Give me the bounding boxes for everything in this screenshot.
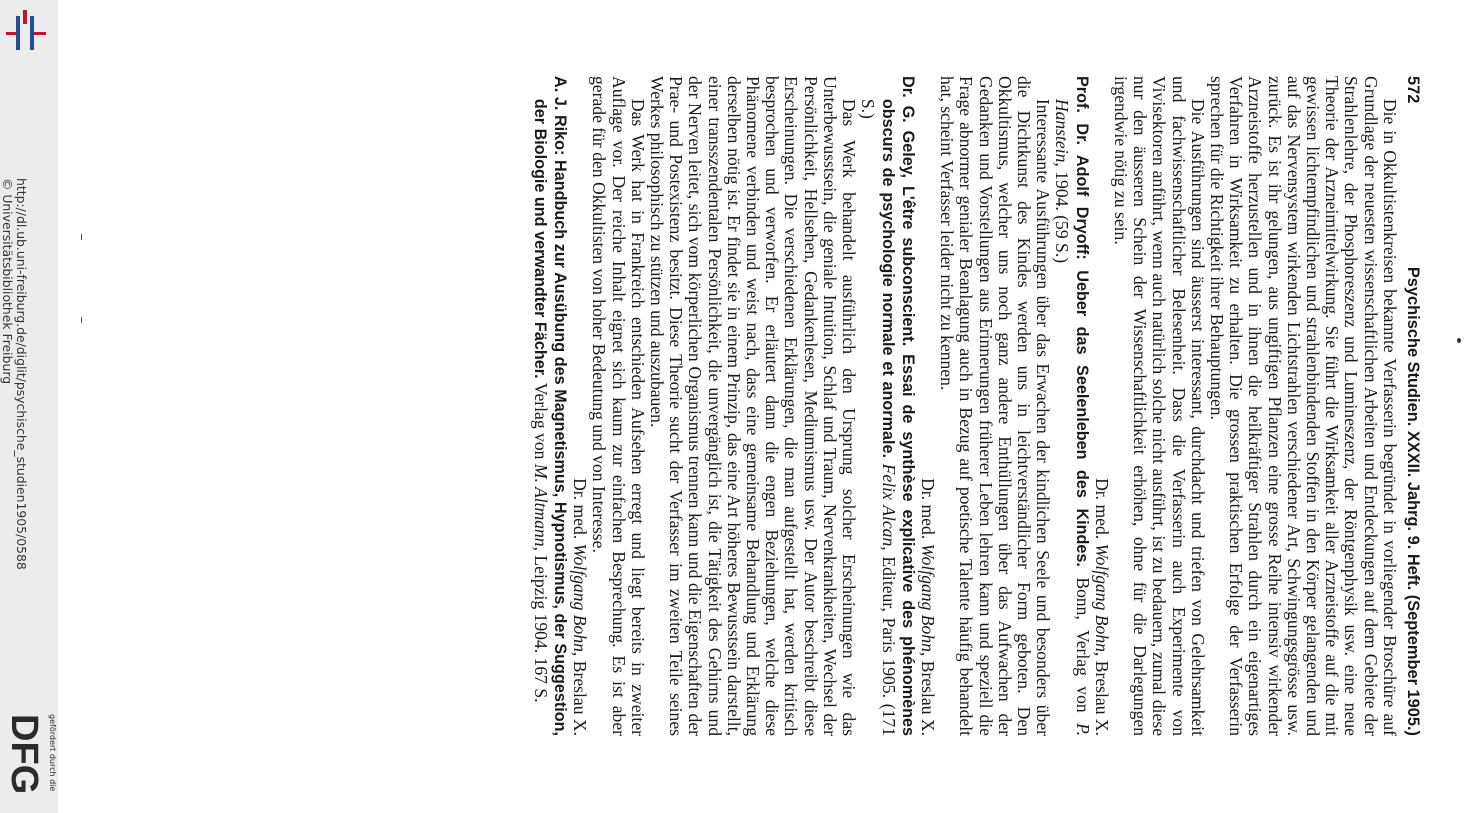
funder-caption: gefördert durch die [48, 714, 57, 792]
paragraph: Die Ausführungen sind äusserst interessant, durchdacht und triefen von Gelehrsamkeit und fachwissenschaftlicher Belesenheit. Dass die Verfasserin auch Experimente von Vivisektoren anführt, wenn auch natürlich solche nicht ausführt, ist zu bedauern, zumal diese nur den äusseren Schein der Wissenschaftlichkeit erhöhen, ohne für die Darlegungen irgendwie nötig zu sein. [1110, 76, 1208, 736]
reviewer-signature: Dr. med. Wolfgang Bohn, Breslau X. [570, 478, 591, 736]
ub-freiburg-logo-icon[interactable] [6, 10, 46, 56]
page-number: 572 [1404, 76, 1422, 104]
running-head [1403, 76, 1422, 736]
entry-title: L'être subconscient. Essai de synthèse explicative des phénomènes obscurs de psychologie normale et anormale. [878, 98, 917, 736]
running-title: Psychische Studien. XXXII. Jahrg. 9. Heft. (September 1905.) [1404, 266, 1422, 736]
reviewer-signature: Dr. med. Wolfgang Bohn, Breslau X. [1091, 478, 1112, 736]
dfg-logo-icon[interactable] [3, 712, 57, 806]
entry-author: A. J. Riko: [551, 76, 570, 156]
permalink[interactable]: http://dl.ub.uni-freiburg.de/diglit/psychische_studien1905/0588 [14, 178, 29, 570]
entry-author: Prof. Dr. Adolf Dryoff: [1072, 76, 1091, 260]
review-entry: A. J. Riko: Handbuch zur Ausübung des Magnetismus, Hypnotismus, der Suggestion, der Biologie und verwandter Fächer. Verlag von M. Altmann, Leipzig 1904. 167 S. [530, 76, 570, 737]
paragraph: Interessante Ausführungen über das Erwachen der kindlichen Seele und besonders über die Dichtkunst des Kindes werden uns in leichtverständlicher Form geboten. Den Okkultismus, welcher uns noch ganz andere Enthüllungen über das Aufwachen der Gedanken und Vorstellungen aus Erinnerungen früherer Leben lehren kann und speziell die Frage abnormer genialer Beanlagung auch in Bezug auf poetische Talente häufig behandelt hat, scheint Verfasser leider nicht zu kennen. [937, 76, 1054, 736]
paragraph: Das Werk behandelt ausführlich den Ursprung solcher Erscheinungen wie das Unterbewusstsein, die geniale Intuition, Schlaf und Traum, Nervenkrankheiten, Wechsel der Persönlichkeit, Hellsehen, Gedankenlesen, Mediumismus usw. Der Autor beschreibt diese Erscheinungen. Die verschiedenen Erklärungen, die man aufgestellt hat, werden kritisch besprochen und verworfen. Er erläutert dann die engen Beziehungen, welche diese Phänomene verbinden und weist nach, dass eine gemeinsame Behandlung und Erklärung derselben nötig ist. Er findet sie in einem Prinzip, das eine Art höheres Bewusstsein darstellt, einer transszendentalen Persönlichkeit, die unvergänglich ist, die Tätigkeit des Gehirns und der Nerven leitet, sich vom körperlichen Organismus trennen kann und die Eigenschaften der Prae- und Postexistenz besitzt. Diese Theorie sucht der Verfasser im zweiten Teile seines Werkes philosophisch zu stützen und auszubauen. [647, 76, 860, 736]
viewer-sidebar [0, 0, 58, 813]
print-speck [1457, 338, 1461, 343]
reviewer-signature: Dr. med. Wolfgang Bohn, Breslau X. [917, 478, 938, 736]
funder-logo-text: DFG [3, 714, 45, 795]
print-mark [81, 234, 82, 240]
scanned-page-text [530, 76, 1422, 736]
print-mark [81, 317, 82, 323]
review-entry: Dr. G. Geley, L'être subconscient. Essai de synthèse explicative des phénomènes obscurs de psychologie normale et anormale. Felix Alcan, Editeur, Paris 1905. (171 S.) [858, 76, 917, 736]
entry-title: Ueber das Seelenleben des Kindes. [1072, 270, 1091, 567]
entry-author: Dr. G. Geley, [898, 76, 917, 179]
paragraph: Die in Okkultistenkreisen bekannte Verfasserin begründet in vorliegender Broschüre auf Grundlage der neuesten wissenschaftlichen Arbeiten und Entdeckungen auf dem Gebiete der Strahlenlehre, der Phosphoreszenz und Lumineszenz, der Röntgenphysik usw. eine neue Theorie der Arzneimittelwirkung. Sie führt die Wirksamkeit aller Arzneistoffe auf die mit gewissen lichtempfindlichen und strahlenbindenden Stoffen in den Körper gelangenden und auf das Nervensystem wirkenden Lichtstrahlen verschiedener Art, Schwingungsgrösse usw. zurück. Es ist ihr gelungen, aus ungiftigen Pflanzen eine grosse Reihe intensiv wirkender Arzneistoffe herzustellen und in ihnen die heilkräftiger Strahlen durch ein eigenartiges Verfahren in Wirksamkeit zu erhalten. Die grossen praktischen Erfolge der Verfasserin sprechen für die Richtigkeit ihrer Behauptungen. [1206, 76, 1400, 736]
entry-title: Handbuch zur Ausübung des Magnetismus, Hypnotismus, der Suggestion, der Biologie und verwandter Fächer. [530, 98, 570, 737]
review-entry: Prof. Dr. Adolf Dryoff: Ueber das Seelenleben des Kindes. Bonn, Verlag von P. Hanstein, 1904. (59 S.) [1052, 76, 1093, 737]
paragraph: Das Werk hat in Frankreich entschieden Aufsehen erregt und liegt bereits in zweiter Auflage vor. Der reiche Inhalt eignet sich kaum zur einfachen Besprechung. Es ist aber gerade für den Okkultisten von hoher Bedeutung und von Interesse. [589, 76, 648, 736]
copyright-notice: © Universitätsbibliothek Freiburg [0, 178, 15, 385]
